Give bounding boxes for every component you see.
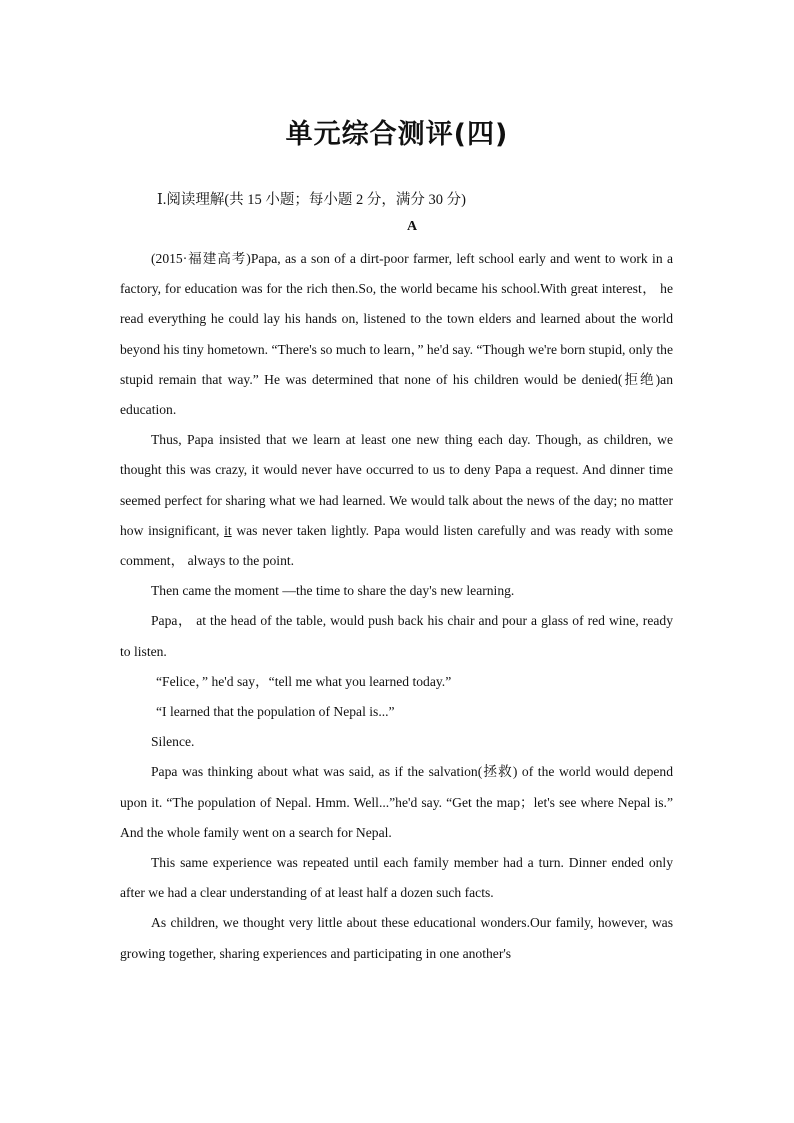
paragraph-5: “Felice，” he'd say，“tell me what you learned today.” — [156, 673, 452, 689]
paragraph-4: Papa， at the head of the table, would push back his chair and pour a glass of red wine, ready to listen. — [120, 613, 673, 659]
page-title: 单元综合测评(四) — [285, 119, 509, 150]
paragraph-2-text-a: Thus, Papa insisted that we learn at least one new thing each day. Though, as children, we thought this was crazy, it would never have occurred to us to deny Papa a request. And dinner time seemed perfect for sharing what we had learned. We would talk about the news of the day; no matter how insignificant, — [120, 432, 673, 538]
section-heading: Ⅰ.阅读理解(共 15 小题；每小题 2 分，满分 30 分) — [157, 192, 467, 208]
paragraph-1: (2015·福建高考)Papa, as a son of a dirt-poor farmer, left school early and went to work in a factory, for education was for the rich then.So, the world became his school.With great interest， he read everything he could lay his hands on, listened to the town elders and learned about the world beyond his tiny hometown. “There's so much to learn，” he'd say. “Though we're born stupid, only the stupid remain that way.” He was determined that none of his children would be denied(拒绝)an education. — [120, 251, 673, 418]
paragraph-8: Papa was thinking about what was said, as if the salvation(拯救) of the world would depend upon it. “The population of Nepal. Hmm. Well...”he'd say. “Get the map；let's see where Nepal is.” And the whole family went on a search for Nepal. — [120, 764, 673, 840]
paragraph-7: Silence. — [151, 734, 195, 750]
paragraph-10: As children, we thought very little about these educational wonders.Our family, however, was growing together, sharing experiences and participating in one another's — [120, 915, 673, 961]
paragraph-2-text-b: was never taken lightly. Papa would listen carefully and was ready with some comment， always to the point. — [120, 522, 674, 569]
paragraph-6: “I learned that the population of Nepal is...” — [156, 704, 395, 720]
paragraph-9: This same experience was repeated until each family member had a turn. Dinner ended only after we had a clear understanding of at least half a dozen such facts. — [120, 855, 673, 901]
passage-letter: A — [406, 219, 418, 234]
passage-body — [120, 244, 673, 969]
paragraph-3: Then came the moment —the time to share the day's new learning. — [151, 583, 515, 599]
underlined-word: it — [224, 522, 232, 538]
paragraph-2 — [120, 425, 673, 576]
